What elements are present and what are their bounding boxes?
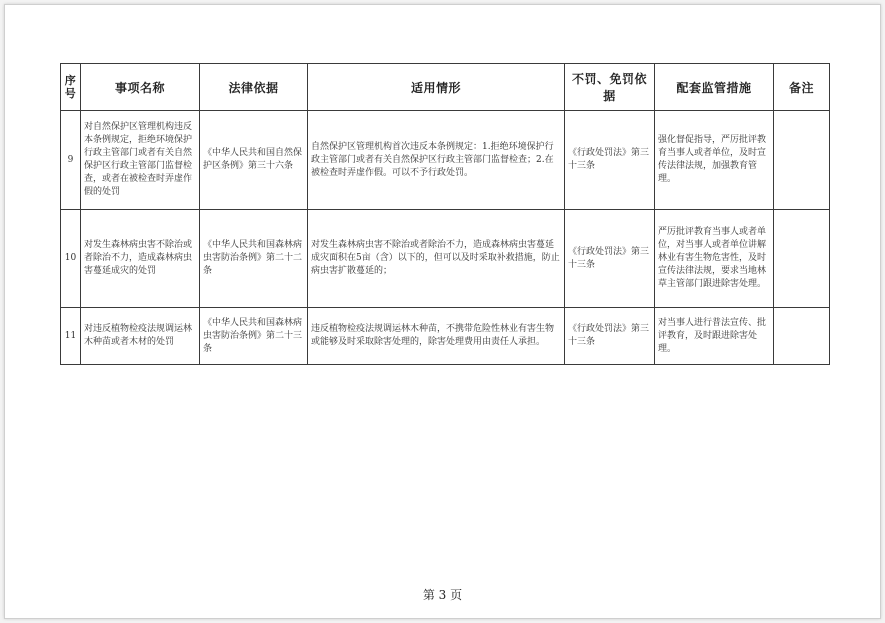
- row-basis: 《中华人民共和国森林病虫害防治条例》第二十二条: [200, 210, 308, 308]
- row-number: 11: [61, 308, 81, 365]
- header-basis: 法律依据: [200, 64, 308, 111]
- row-basis: 《中华人民共和国自然保护区条例》第三十六条: [200, 111, 308, 210]
- row-item: 对发生森林病虫害不除治或者除治不力，造成森林病虫害蔓延成灾的处罚: [81, 210, 200, 308]
- row-remark: [774, 210, 830, 308]
- row-situation: 自然保护区管理机构首次违反本条例规定：1.拒绝环境保护行政主管部门或者有关自然保护区行政主管部门监督检查；2.在被检查时弄虚作假。可以不予行政处罚。: [308, 111, 565, 210]
- table-row: [61, 210, 830, 308]
- row-basis: 《中华人民共和国森林病虫害防治条例》第二十三条: [200, 308, 308, 365]
- table-header-row: [61, 64, 830, 111]
- page-number: 第 3 页: [422, 588, 463, 602]
- row-situation: 对发生森林病虫害不除治或者除治不力，造成森林病虫害蔓延成灾面积在5亩（含）以下的，但可以及时采取补救措施，防止病虫害扩散蔓延的；: [308, 210, 565, 308]
- table-row: [61, 111, 830, 210]
- header-exempt: 不罚、免罚依据: [565, 64, 655, 111]
- row-exempt: 《行政处罚法》第三十三条: [565, 308, 655, 365]
- row-item: 对违反植物检疫法规调运林木种苗或者木材的处罚: [81, 308, 200, 365]
- header-item: 事项名称: [81, 64, 200, 111]
- row-number: 10: [61, 210, 81, 308]
- header-situation: 适用情形: [308, 64, 565, 111]
- document-page: [4, 4, 881, 619]
- row-remark: [774, 308, 830, 365]
- row-situation: 违反植物检疫法规调运林木种苗，不携带危险性林业有害生物或能够及时采取除害处理的，除害处理费用由责任人承担。: [308, 308, 565, 365]
- penalty-exemption-table: [60, 63, 830, 365]
- header-measures: 配套监管措施: [655, 64, 774, 111]
- table-row: [61, 308, 830, 365]
- header-remark: 备注: [774, 64, 830, 111]
- row-exempt: 《行政处罚法》第三十三条: [565, 111, 655, 210]
- row-measures: 强化督促指导，严厉批评教育当事人或者单位，及时宣传法律法规，加强教育管理。: [655, 111, 774, 210]
- row-measures: 严厉批评教育当事人或者单位，对当事人或者单位讲解林业有害生物危害性，及时宣传法律法规，要求当地林草主管部门跟进除害处理。: [655, 210, 774, 308]
- row-number: 9: [61, 111, 81, 210]
- row-item: 对自然保护区管理机构违反本条例规定，拒绝环境保护行政主管部门或者有关自然保护区行政主管部门监督检查，或者在被检查时弄虚作假的处罚: [81, 111, 200, 210]
- row-remark: [774, 111, 830, 210]
- row-exempt: 《行政处罚法》第三十三条: [565, 210, 655, 308]
- row-measures: 对当事人进行普法宣传、批评教育，及时跟进除害处理。: [655, 308, 774, 365]
- header-seq: 序号: [61, 64, 81, 111]
